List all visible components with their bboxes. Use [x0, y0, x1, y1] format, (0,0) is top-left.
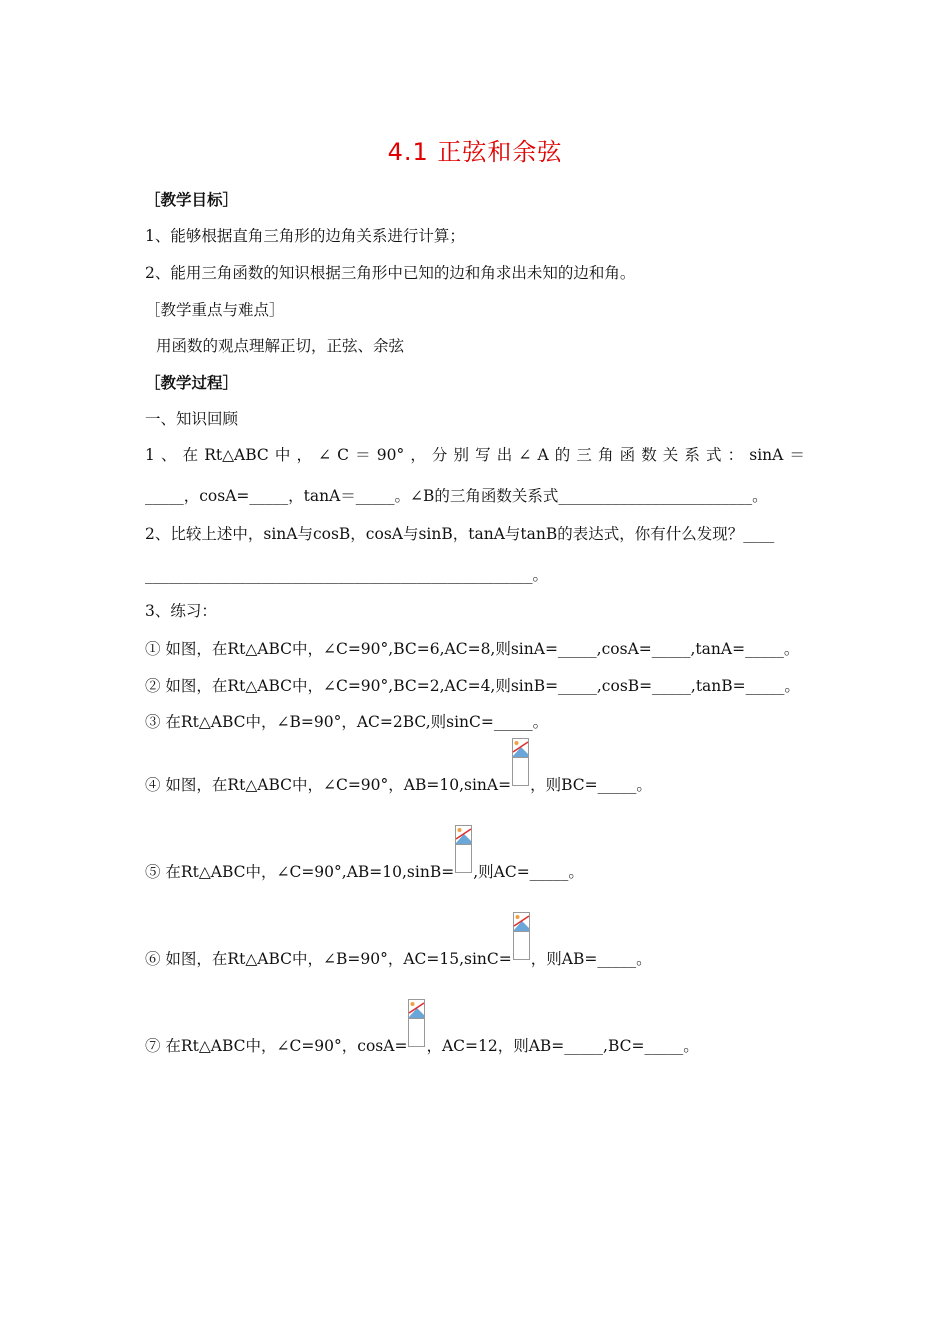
review-q1-token: ： — [727, 446, 744, 464]
review-q1-token: C — [337, 446, 350, 464]
exercise-4-text: ④ 如图，在Rt△ABC中，∠C=90°，AB=10,sinA= — [145, 776, 512, 794]
review-heading: 一、知识回顾 — [145, 410, 239, 428]
review-q1-token: 1 — [145, 446, 155, 464]
review-q1-token: 在 — [182, 446, 199, 464]
review-q1-token: 、 — [160, 446, 177, 464]
exercise-7-tail: ，AC=12，则AB=_____,BC=_____。 — [426, 1037, 699, 1055]
review-q1-token: 关 — [662, 446, 679, 464]
review-q1-token: 别 — [453, 446, 470, 464]
review-q1-token: 函 — [619, 446, 636, 464]
exercise-1: ① 如图，在Rt△ABC中，∠C=90°,BC=6,AC=8,则sinA=_____,cosA=_____,tanA=_____。 — [145, 640, 800, 658]
review-q1-token: ， — [410, 446, 426, 464]
exercise-3: ③ 在Rt△ABC中，∠B=90°，AC=2BC,则sinC=_____。 — [145, 713, 549, 731]
review-q1-token: 90° — [376, 446, 405, 464]
review-q1-token: ∠ — [518, 446, 532, 464]
review-q2-line1: 2、比较上述中，sinA与cosB，cosA与sinB，tanA与tanB的表达式，你有什么发现？____ — [145, 525, 775, 543]
goal-2: 2、能用三角函数的知识根据三角形中已知的边和角求出未知的边和角。 — [145, 264, 636, 282]
goals-heading: ［教学目标］ — [145, 190, 239, 209]
review-q1-token: A — [537, 446, 549, 464]
exercise-7-text: ⑦ 在Rt△ABC中，∠C=90°，cosA= — [145, 1037, 408, 1055]
process-heading: ［教学过程］ — [145, 373, 239, 392]
broken-image-icon — [408, 999, 425, 1047]
review-q1-token: ＝ — [355, 446, 371, 464]
review-q1-token: 的 — [554, 446, 571, 464]
review-q1-token: ＝ — [789, 446, 805, 464]
review-q1-token: 分 — [431, 446, 448, 464]
review-q1-line2: _____，cosA=_____，tanA＝_____。∠B的三角函数关系式_________________________。 — [145, 487, 768, 505]
exercise-5-tail: ,则AC=_____。 — [473, 863, 584, 881]
page-title: 4.1 正弦和余弦 — [387, 138, 563, 166]
review-q1-line1 — [145, 445, 805, 465]
review-q1-token: 系 — [684, 446, 700, 464]
review-q1-token: sinA — [749, 446, 784, 464]
review-q1-token: ， — [296, 446, 312, 464]
review-q2-line2: __________________________________________________。 — [145, 566, 549, 584]
exercise-6-text: ⑥ 如图，在Rt△ABC中，∠B=90°，AC=15,sinC= — [145, 950, 512, 968]
review-q1-token: Rt△ABC — [204, 446, 269, 464]
exercise-4 — [145, 754, 652, 802]
review-q1-token: 三 — [576, 446, 592, 464]
exercise-6 — [145, 928, 652, 976]
review-q1-token: 写 — [475, 446, 491, 464]
exercise-6-tail: ，则AB=_____。 — [530, 950, 652, 968]
exercise-4-tail: ，则BC=_____。 — [530, 776, 652, 794]
review-q1-token: 式 — [706, 446, 722, 464]
exercise-2: ② 如图，在Rt△ABC中，∠C=90°,BC=2,AC=4,则sinB=_____,cosB=_____,tanB=_____。 — [145, 677, 800, 695]
goal-1: 1、能够根据直角三角形的边角关系进行计算； — [145, 227, 465, 245]
practice-heading: 3、练习： — [145, 602, 217, 620]
broken-image-icon — [455, 825, 472, 873]
focus-heading: ［教学重点与难点］ — [145, 301, 285, 319]
broken-image-icon — [512, 738, 529, 786]
review-q1-token: 中 — [274, 446, 291, 464]
review-q1-token: ∠ — [318, 446, 332, 464]
review-q1-token: 数 — [641, 446, 657, 464]
exercise-7 — [145, 1015, 699, 1063]
exercise-5-text: ⑤ 在Rt△ABC中，∠C=90°,AB=10,sinB= — [145, 863, 455, 881]
broken-image-icon — [513, 912, 530, 960]
exercise-5 — [145, 841, 584, 889]
review-q1-token: 出 — [496, 446, 513, 464]
review-q1-token: 角 — [597, 446, 614, 464]
focus-text: 用函数的观点理解正切，正弦、余弦 — [156, 337, 405, 355]
